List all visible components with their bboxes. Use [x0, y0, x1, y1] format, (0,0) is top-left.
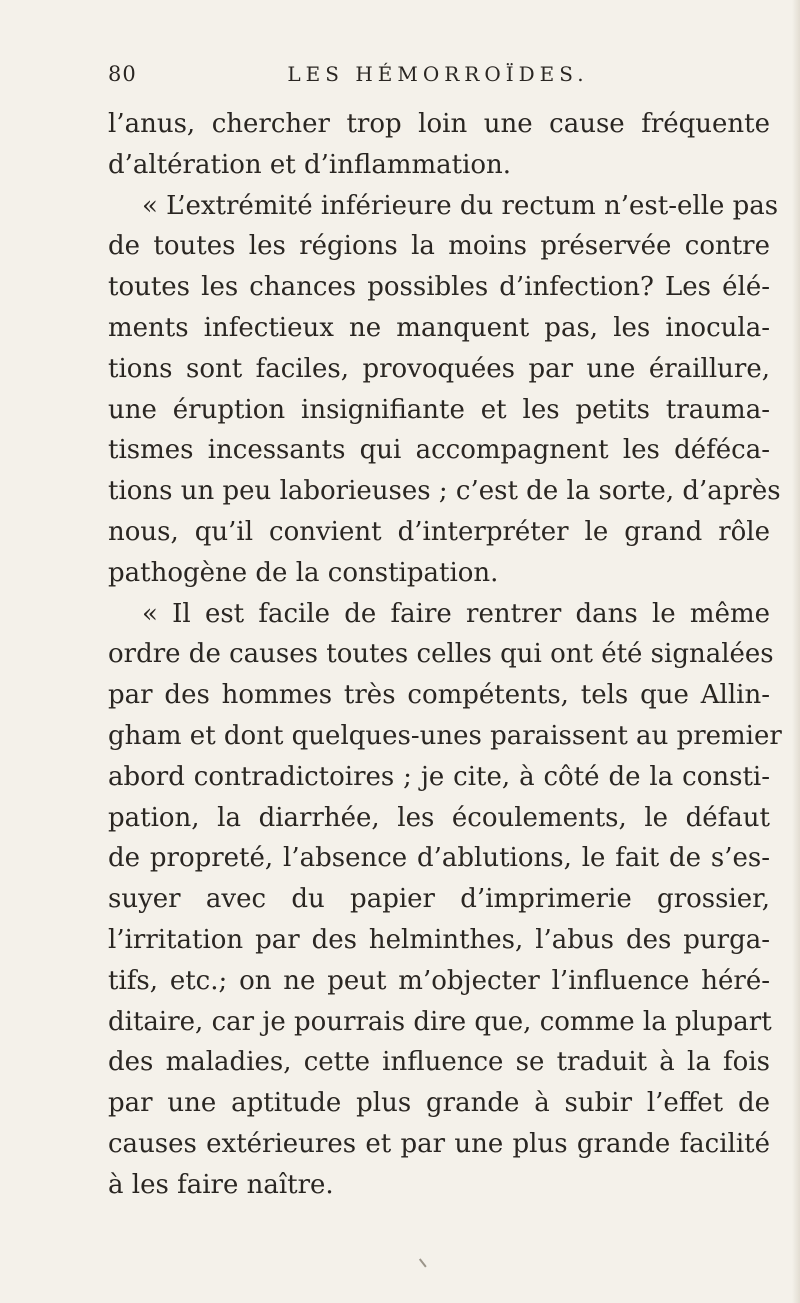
running-title: LES HÉMORROÏDES.	[287, 62, 589, 86]
text-line: une éruption insignifiante et les petits trauma-	[108, 394, 770, 425]
text-line: l’anus, chercher trop loin une cause fréquente	[108, 109, 770, 139]
text-line: causes extérieures et par une plus grande facilité	[108, 1128, 770, 1159]
stray-ink-mark	[419, 1258, 426, 1267]
text-line: ments infectieux ne manquent pas, les inocula-	[108, 312, 770, 343]
text-line: par une aptitude plus grande à subir l’effet de	[108, 1088, 770, 1119]
text-line: tions sont faciles, provoquées par une éraillure,	[108, 353, 770, 384]
body-text	[108, 104, 782, 1206]
text-line: tismes incessants qui accompagnent les déféca-	[108, 435, 770, 466]
text-line: tions un peu laborieuses ; c’est de la sorte, d’après	[108, 476, 781, 507]
page-header	[108, 62, 768, 92]
text-line: pation, la diarrhée, les écoulements, le défaut	[108, 802, 770, 833]
text-line: ditaire, car je pourrais dire que, comme la plupart	[108, 1006, 772, 1037]
text-line: « L’extrémité inférieure du rectum n’est-elle pas	[142, 190, 779, 221]
text-line: suyer avec du papier d’imprimerie grossier,	[108, 884, 770, 915]
text-line: d’altération et d’inflammation.	[108, 149, 512, 180]
text-line: à les faire naître.	[108, 1169, 334, 1200]
text-line: gham et dont quelques-unes paraissent au premier	[108, 720, 782, 751]
text-line: abord contradictoires ; je cite, à côté de la consti-	[108, 761, 770, 792]
text-line: toutes les chances possibles d’infection? Les élé-	[108, 272, 770, 303]
text-line: ordre de causes toutes celles qui ont été signalées	[108, 639, 774, 670]
text-line: nous, qu’il convient d’interpréter le grand rôle	[108, 516, 770, 547]
page-number: 80	[108, 62, 137, 86]
text-line: de toutes les régions la moins préservée contre	[108, 231, 770, 262]
text-line: « Il est facile de faire rentrer dans le même	[142, 598, 770, 629]
text-line: de propreté, l’absence d’ablutions, le fait de s’es-	[108, 843, 770, 874]
text-line: l’irritation par des helminthes, l’abus des purga-	[108, 924, 770, 955]
page-edge-shadow	[792, 0, 800, 1303]
text-line: des maladies, cette influence se traduit à la fois	[108, 1047, 770, 1078]
text-line: par des hommes très compétents, tels que Allin-	[108, 680, 770, 711]
text-line: tifs, etc.; on ne peut m’objecter l’influence héré-	[108, 965, 770, 996]
text-line: pathogène de la constipation.	[108, 557, 499, 588]
